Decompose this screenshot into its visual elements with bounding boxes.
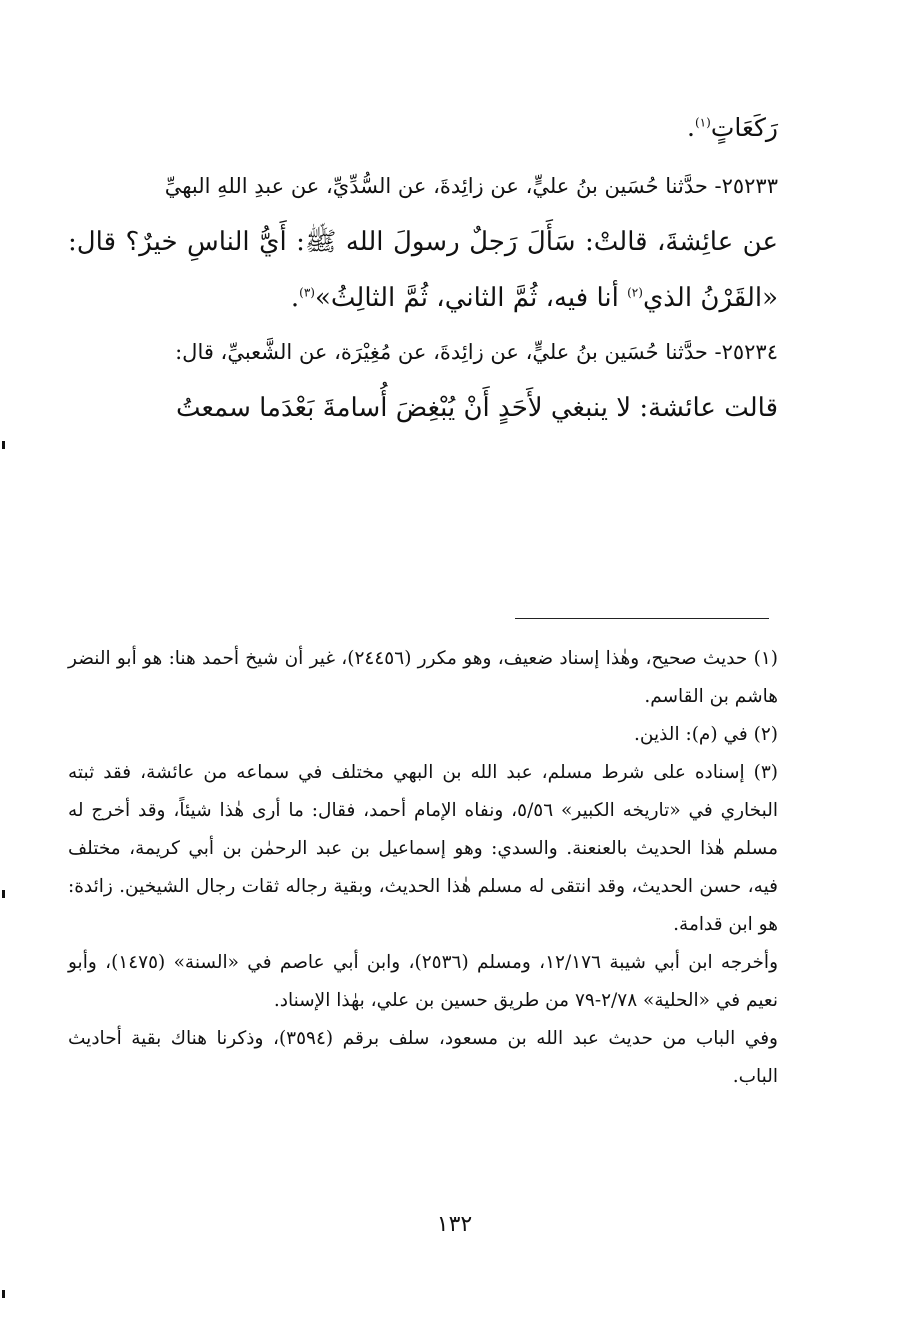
footnote-2: (٢) في (م): الذين. — [633, 724, 778, 745]
hadith-25233-text-a: عن عائِشةَ، قالتْ: سَأَلَ رَجلٌ رسولَ الله ﷺ: أَيُّ الناسِ خيرٌ؟ قال: «القَرْنُ الذي — [68, 227, 778, 313]
footnote-1: (١) حديث صحيح، وهٰذا إسناد ضعيف، وهو مكرر (٢٤٤٥٦)، غير أن شيخ أحمد هنا: هو أبو النضر هاشم بن القاسم. — [68, 648, 778, 707]
footnote-ref-2: (٢) — [627, 285, 643, 300]
footnote-ref-3: (٣) — [299, 285, 315, 300]
footnote-3-related: وفي الباب من حديث عبد الله بن مسعود، سلف برقم (٣٥٩٤)، وذكرنا هناك بقية أحاديث الباب. — [68, 1028, 778, 1087]
footnotes — [68, 640, 778, 1096]
hadith-25233-text — [68, 214, 778, 326]
footnote-3-sources: وأخرجه ابن أبي شيبة ١٢/١٧٦، ومسلم (٢٥٣٦)، وابن أبي عاصم في «السنة» (١٤٧٥)، وأبو نعيم في «الحلية» ٢/٧٨-٧٩ من طريق حسين بن علي، بهٰذا الإسناد. — [68, 952, 779, 1011]
opening-line — [68, 100, 778, 156]
hadith-25234-text: قالت عائشة: لا ينبغي لأَحَدٍ أَنْ يُبْغِضَ أُسامةَ بَعْدَما سمعتُ — [175, 393, 778, 423]
hadith-25234-chain: ٢٥٢٣٤- حدَّثنا حُسَين بنُ عليٍّ، عن زائِدةَ، عن مُغِيْرَة، عن الشَّعبيِّ، قال: — [175, 340, 778, 364]
scan-edge-mark — [2, 441, 5, 449]
opening-end: . — [687, 113, 695, 142]
footnote-ref-1: (١) — [694, 115, 711, 130]
main-text — [68, 100, 778, 440]
hadith-25233-text-b: أنا فيه، ثُمَّ الثاني، ثُمَّ الثالِثُ» — [314, 283, 628, 313]
hadith-25233-text-end: . — [290, 283, 300, 313]
opening-word: رَكَعَاتٍ — [710, 113, 778, 142]
scan-edge-mark — [2, 1290, 5, 1298]
footnote-3: (٣) إسناده على شرط مسلم، عبد الله بن البهي مختلف في سماعه من عائشة، فقد ثبته البخاري في «تاريخه الكبير» ٥/٥٦، ونفاه الإمام أحمد، فقال: ما أرى هٰذا شيئاً، وقد أخرج له مسلم هٰذا الحديث بالعنعنة. والسدي: وهو إسماعيل بن عبد الرحمٰن بن أبي كريمة، مختلف فيه، حسن الحديث، وقد انتقى له مسلم هٰذا الحديث، وبقية رجاله ثقات رجال الشيخين. زائدة: هو ابن قدامة. — [68, 762, 778, 935]
footnote-separator — [515, 618, 769, 619]
page-number: ١٣٢ — [436, 1212, 473, 1237]
scan-edge-mark — [2, 890, 5, 898]
hadith-25233-chain: ٢٥٢٣٣- حدَّثنا حُسَين بنُ عليٍّ، عن زائِدةَ، عن السُّدِّيِّ، عن عبدِ اللهِ البهيِّ — [164, 174, 778, 198]
